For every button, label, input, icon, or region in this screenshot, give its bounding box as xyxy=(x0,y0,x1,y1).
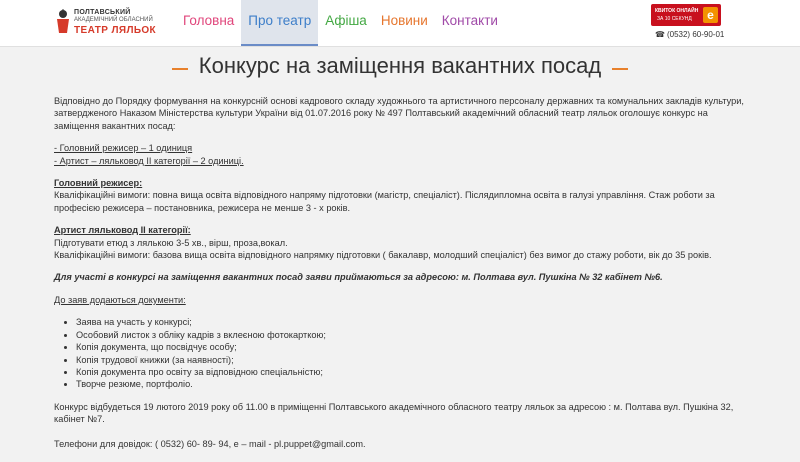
artist-requirements: Кваліфікаційні вимоги: базова вища освіта відповідного напрямку підготовки ( бакалавр, молодший спеціаліст) без вимог до стажу роботи, вік до 35 років. xyxy=(54,250,712,261)
page-title-row xyxy=(0,50,800,82)
positions-list xyxy=(54,142,744,167)
intro-paragraph: Відповідно до Порядку формування на конкурсній основі кадрового складу художнього та артистичного персоналу державних та комунальних закладів культури, затвердженого Наказом Міністерства культури України від 01.07.2016 року № 497 Полтавський академічний обласний театр ляльок оголошує конкурс на заміщення вакантних посад: xyxy=(54,96,744,131)
document-item: • Копія трудової книжки (за наявності); xyxy=(76,354,744,366)
document-item: • Заява на участь у конкурсі; xyxy=(76,316,744,328)
document-item: • Творче резюме, портфоліо. xyxy=(76,378,744,390)
document-item: • Копія документа про освіту за відповідною спеціальністю; xyxy=(76,366,744,378)
phone-icon: ☎ xyxy=(655,30,665,39)
document-item: • Копія документа, що посвідчує особу; xyxy=(76,341,744,353)
article-content xyxy=(54,95,744,450)
nav-item-about[interactable]: Про театр xyxy=(241,0,318,46)
logo-line-1: ПОЛТАВСЬКИЙ xyxy=(74,9,131,16)
page-title: Конкурс на заміщення вакантних посад xyxy=(198,53,602,78)
position-item: - Головний режисер – 1 одиниця xyxy=(54,143,193,154)
contacts-paragraph: Телефони для довідок: ( 0532) 60- 89- 94, е – mail - pl.puppet@gmail.com. xyxy=(54,438,366,449)
nav-item-contacts[interactable]: Контакти xyxy=(441,13,498,28)
artist-task: Підготувати етюд з лялькою 3-5 хв., вірш, проза,вокал. xyxy=(54,237,288,248)
puppet-logo-icon xyxy=(54,9,72,35)
artist-section xyxy=(54,224,744,261)
nav-item-home[interactable]: Головна xyxy=(183,13,235,28)
site-header xyxy=(0,0,800,47)
contest-date-paragraph: Конкурс відбудеться 19 лютого 2019 року об 11.00 в приміщенні Полтавського академічного обласного театру ляльок за адресою : м. Полтава вул. Пушкіна 32, кабінет №7. xyxy=(54,401,734,425)
artist-heading: Артист ляльковод ІІ категорії: xyxy=(54,225,191,236)
documents-list xyxy=(54,316,744,390)
logo-line-3: ТЕАТР ЛЯЛЬОК xyxy=(74,25,157,36)
buy-ticket-online-button[interactable] xyxy=(651,4,721,26)
phone-number: (0532) 60-90-01 xyxy=(666,30,725,39)
header-phone[interactable] xyxy=(655,30,724,39)
nav-item-playbill[interactable]: Афіша xyxy=(325,13,367,28)
ticket-line-2: ЗА 10 СЕКУНД xyxy=(657,16,692,22)
theatre-logo[interactable] xyxy=(54,7,164,39)
e-ticket-icon: e xyxy=(703,7,718,23)
director-requirements: Кваліфікаційні вимоги: повна вища освіта відповідного напряму підготовки (магістр, спеціаліст). Післядипломна освіта в галузі управління. Стаж роботи за професією режисера – постановника, режисера не менше 3 - х років. xyxy=(54,190,715,213)
logo-line-2: АКАДЕМІЧНИЙ ОБЛАСНИЙ xyxy=(74,17,153,23)
documents-heading: До заяв додаються документи: xyxy=(54,294,186,305)
main-nav xyxy=(176,0,505,46)
applications-note: Для участі в конкурсі на заміщення вакантних посад заяви приймаються за адресою: м. Полтава вул. Пушкіна № 32 кабінет №6. xyxy=(54,272,663,283)
document-item: • Особовий листок з обліку кадрів з вклеєною фотокарткою; xyxy=(76,329,744,341)
title-dash-right xyxy=(612,68,628,70)
title-dash-left xyxy=(172,68,188,70)
position-item: - Артист – ляльковод ІІ категорії – 2 одиниці. xyxy=(54,155,244,166)
ticket-line-1: КВИТОК ОНЛАЙН xyxy=(655,8,699,14)
director-section xyxy=(54,177,744,214)
nav-item-news[interactable]: Новини xyxy=(380,13,428,28)
director-heading: Головний режисер: xyxy=(54,178,143,189)
